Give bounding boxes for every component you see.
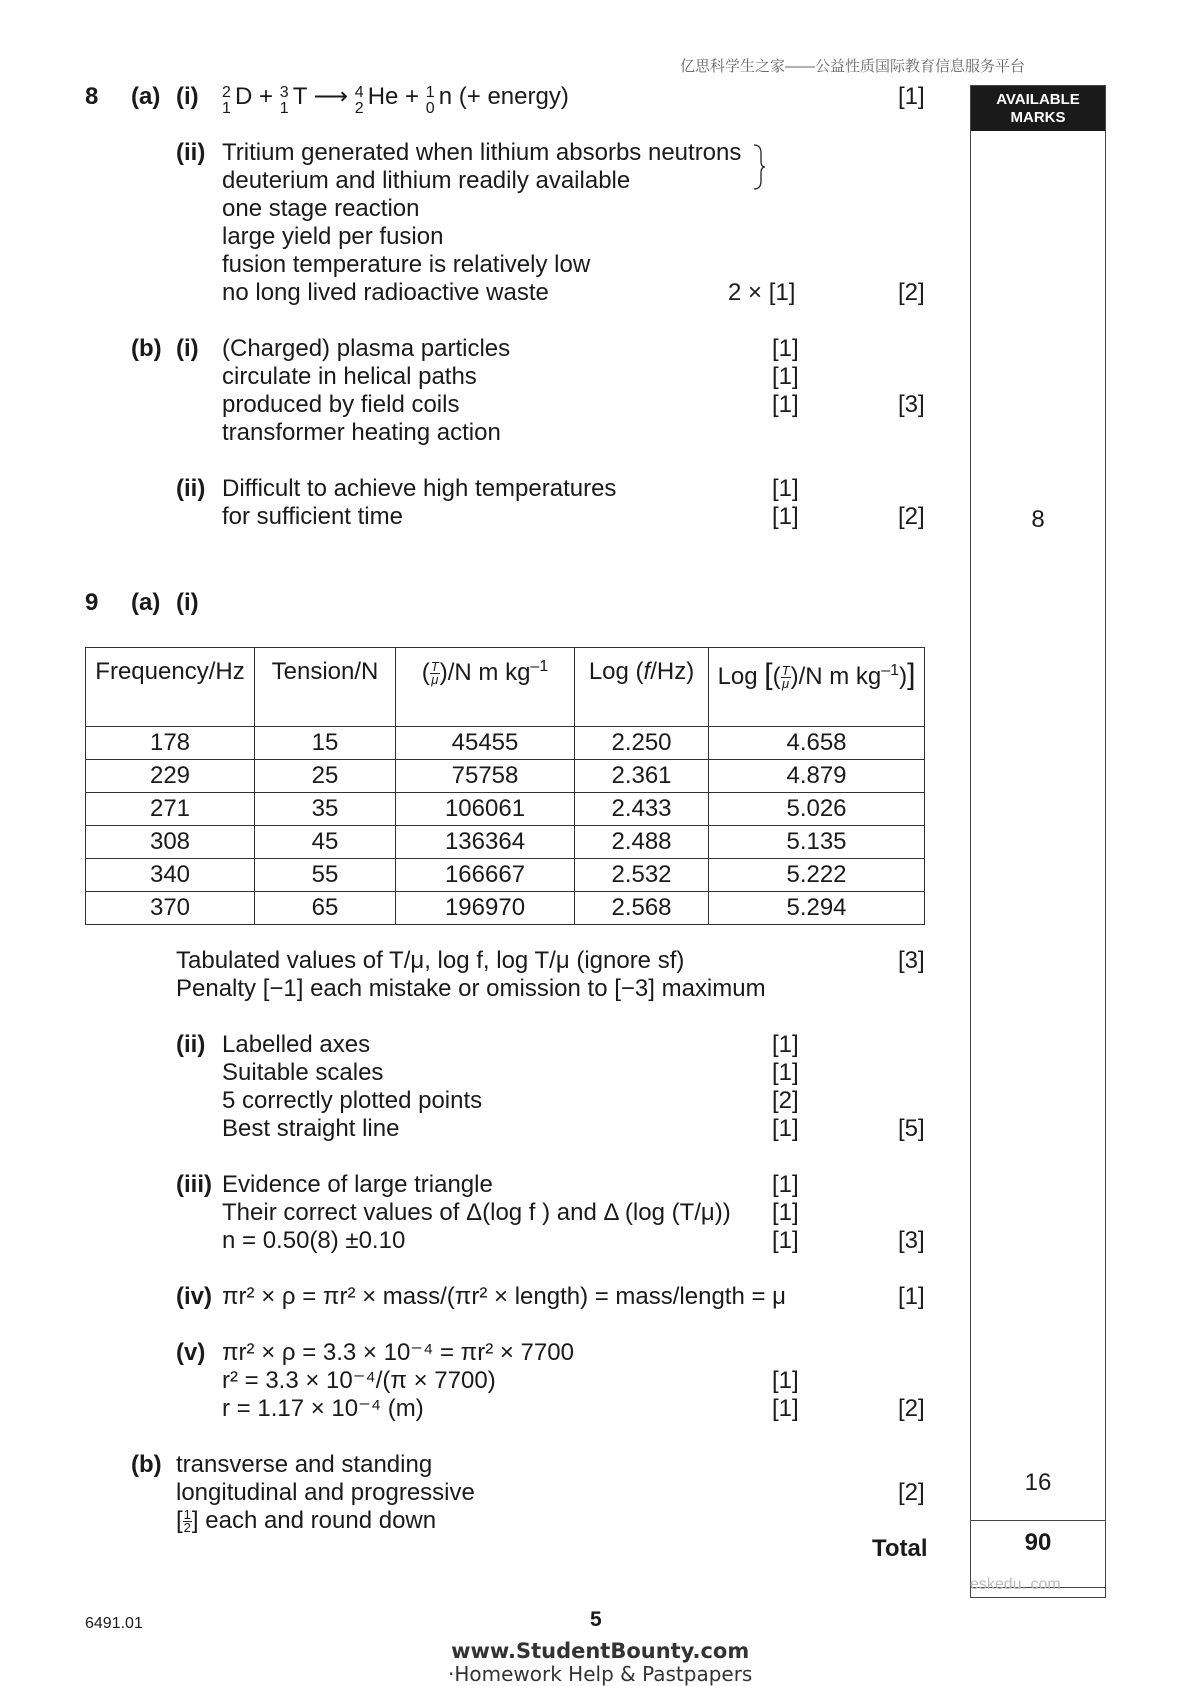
q9-a-v-line-2: r² = 3.3 × 10⁻⁴/(π × 7700) <box>222 1367 496 1394</box>
q9-a-iii-line-1: Evidence of large triangle <box>222 1171 493 1198</box>
neutron-z: 0 <box>425 100 435 117</box>
q8-b-ii-line-2: for sufficient time <box>222 503 403 530</box>
plus-sign: + <box>252 83 280 110</box>
table-row <box>86 826 925 859</box>
neutron-mass: 1 <box>425 84 435 101</box>
cell-tension: 35 <box>255 793 396 826</box>
q8-a-ii-line-5: fusion temperature is relatively low <box>222 251 591 278</box>
cell-log-f: 2.433 <box>575 793 709 826</box>
cell-log-t-over-mu: 5.135 <box>709 826 925 859</box>
cell-log-t-over-mu: 5.294 <box>709 892 925 925</box>
q9-a-ii-line-1: Labelled axes <box>222 1031 371 1058</box>
helium-mass: 4 <box>354 84 364 101</box>
q9-number: 9 <box>85 589 99 616</box>
brand-line-2: ·Homework Help & Pastpapers <box>448 1662 753 1686</box>
q9-b-line-3: [ $\frac{1}{2}$ ] each and round down <box>176 1507 437 1536</box>
q9-a-iii-line-2: Their correct values of Δ(log f ) and Δ (log (T/μ)) <box>222 1199 731 1226</box>
q8-b-ii-line-1: Difficult to achieve high temperatures <box>222 475 617 502</box>
cell-t-over-mu: 106061 <box>396 793 575 826</box>
cell-log-f: 2.488 <box>575 826 709 859</box>
cell-log-t-over-mu: 4.879 <box>709 760 925 793</box>
q9-part-b: (b) <box>131 1451 162 1478</box>
helium-z: 2 <box>354 100 364 117</box>
header-t-over-mu: ( $\frac{T}{\mu}$ )/N m $kg^{-1}$ <box>396 648 575 727</box>
q9-a-ii-mark: [5] <box>898 1115 925 1142</box>
q8-number: 8 <box>85 83 99 110</box>
table-header-row <box>86 648 925 727</box>
cell-frequency: 229 <box>86 760 255 793</box>
q8-a-ii-mark: [2] <box>898 279 925 306</box>
q9-a-iii-submark-2: [1] <box>772 1199 799 1226</box>
fusion-equation <box>222 83 569 117</box>
deuterium-symbol: D <box>235 83 253 110</box>
tritium-z: 1 <box>279 100 289 117</box>
header-watermark: 亿思科学生之家——公益性质国际教育信息服务平台 <box>680 58 1026 75</box>
table-row <box>86 859 925 892</box>
q8-part-a: (a) <box>131 83 161 110</box>
q9-b-line-1: transverse and standing <box>176 1451 433 1478</box>
q9-a-iii-submark-1: [1] <box>772 1171 799 1198</box>
q9-a-ii-line-3: 5 correctly plotted points <box>222 1087 483 1114</box>
q8-available-marks: 8 <box>1031 506 1045 533</box>
bottom-watermark: eskedu. com <box>970 1576 1061 1593</box>
q8-b-i-mark: [3] <box>898 391 925 418</box>
q8-b-i-submark-1: [1] <box>772 335 799 362</box>
cell-t-over-mu: 166667 <box>396 859 575 892</box>
q8-b-ii-label: (ii) <box>176 475 206 502</box>
q9-a-i-label: (i) <box>176 589 199 616</box>
q8-b-i-submark-2: [1] <box>772 363 799 390</box>
q9-available-marks: 16 <box>1024 1469 1052 1496</box>
page-number: 5 <box>590 1608 602 1631</box>
q9-a-ii-line-4: Best straight line <box>222 1115 400 1142</box>
q8-b-i-line-1: (Charged) plasma particles <box>222 335 511 362</box>
q9-a-iii-mark: [3] <box>898 1227 925 1254</box>
q9-a-ii-label: (ii) <box>176 1031 206 1058</box>
cell-log-f: 2.361 <box>575 760 709 793</box>
grand-total-marks: 90 <box>1024 1529 1052 1556</box>
cell-tension: 55 <box>255 859 396 892</box>
table-row <box>86 727 925 760</box>
q9-a-iii-submark-3: [1] <box>772 1227 799 1254</box>
cell-frequency: 271 <box>86 793 255 826</box>
brand-line-1: www.StudentBounty.com <box>451 1639 750 1663</box>
q8-b-i-line-4: transformer heating action <box>222 419 501 446</box>
cell-frequency: 340 <box>86 859 255 892</box>
cell-log-t-over-mu: 5.026 <box>709 793 925 826</box>
energy-term: (+ energy) <box>452 83 569 110</box>
available-marks-header-line2: MARKS <box>1010 109 1066 126</box>
q9-tabulated-mark: [3] <box>898 947 925 974</box>
q9-penalty-line: Penalty [−1] each mistake or omission to [−3] maximum <box>176 975 766 1002</box>
cell-tension: 45 <box>255 826 396 859</box>
paper-code: 6491.01 <box>85 1615 143 1632</box>
q8-a-i-mark: [1] <box>898 83 925 110</box>
header-log-t-over-mu: Log [( $\frac{T}{\mu}$ )/N m $kg^{-1}$)] <box>709 648 925 727</box>
header-log-f: Log (f/Hz) <box>575 648 709 727</box>
q9-a-v-submark-1: [1] <box>772 1367 799 1394</box>
neutron-symbol: n <box>438 83 453 110</box>
table-row <box>86 793 925 826</box>
q9-a-v-line-1: πr² × ρ = 3.3 × 10⁻⁴ = πr² × 7700 <box>222 1339 574 1366</box>
q8-a-ii-submark: 2 × [1] <box>728 279 796 306</box>
available-marks-header-line1: AVAILABLE <box>996 91 1080 108</box>
q9-a-iii-line-3: n = 0.50(8) ±0.10 <box>222 1227 406 1254</box>
header-frequency: Frequency/Hz <box>86 648 255 727</box>
q9-a-ii-submark-2: [1] <box>772 1059 799 1086</box>
q9-tabulated-line: Tabulated values of T/μ, log f, log T/μ (ignore sf) <box>176 947 685 974</box>
total-label: Total <box>872 1535 928 1562</box>
cell-frequency: 178 <box>86 727 255 760</box>
q9-a-v-mark: [2] <box>898 1395 925 1422</box>
q9-a-v-submark-2: [1] <box>772 1395 799 1422</box>
available-marks-column <box>970 85 1106 1598</box>
cell-log-f: 2.250 <box>575 727 709 760</box>
cell-log-t-over-mu: 5.222 <box>709 859 925 892</box>
q9-a-ii-submark-1: [1] <box>772 1031 799 1058</box>
brace-icon <box>752 143 766 191</box>
cell-t-over-mu: 75758 <box>396 760 575 793</box>
q9-part-a: (a) <box>131 589 161 616</box>
table-row <box>86 892 925 925</box>
q8-b-ii-mark: [2] <box>898 503 925 530</box>
q8-a-ii-line-3: one stage reaction <box>222 195 420 222</box>
q9-a-ii-submark-4: [1] <box>772 1115 799 1142</box>
q9-a-v-label: (v) <box>176 1339 206 1366</box>
q8-b-i-submark-3: [1] <box>772 391 799 418</box>
available-marks-header <box>971 86 1105 131</box>
q8-a-i-label: (i) <box>176 83 199 110</box>
deuterium-mass: 2 <box>222 84 231 101</box>
tritium-mass: 3 <box>279 84 289 101</box>
header-tension: Tension/N <box>255 648 396 727</box>
cell-t-over-mu: 136364 <box>396 826 575 859</box>
q8-a-ii-line-6: no long lived radioactive waste <box>222 279 549 306</box>
q9-a-iii-label: (iii) <box>176 1171 212 1198</box>
cell-t-over-mu: 196970 <box>396 892 575 925</box>
cell-log-f: 2.568 <box>575 892 709 925</box>
tritium-symbol: T <box>292 83 307 110</box>
q8-part-b: (b) <box>131 335 162 362</box>
cell-tension: 25 <box>255 760 396 793</box>
table-row <box>86 760 925 793</box>
q8-b-i-line-2: circulate in helical paths <box>222 363 477 390</box>
q8-a-ii-line-2: deuterium and lithium readily available <box>222 167 631 194</box>
q9-a-ii-submark-3: [2] <box>772 1087 799 1114</box>
cell-log-f: 2.532 <box>575 859 709 892</box>
q9-a-iv-mark: [1] <box>898 1283 925 1310</box>
q8-a-ii-line-4: large yield per fusion <box>222 223 444 250</box>
q9-a-iv-line: πr² × ρ = πr² × mass/(πr² × length) = mass/length = μ <box>222 1283 786 1310</box>
q8-b-ii-submark-2: [1] <box>772 503 799 530</box>
reaction-arrow: ⟶ <box>306 83 355 110</box>
helium-symbol: He <box>367 83 399 110</box>
cell-t-over-mu: 45455 <box>396 727 575 760</box>
deuterium-z: 1 <box>222 100 231 117</box>
plus-sign: + <box>398 83 426 110</box>
q8-a-ii-line-1: Tritium generated when lithium absorbs neutrons <box>222 139 742 166</box>
studentbounty-logo <box>448 1640 752 1686</box>
q9-a-v-line-3: r = 1.17 × 10⁻⁴ (m) <box>222 1395 424 1422</box>
cell-tension: 15 <box>255 727 396 760</box>
marks-total-divider <box>971 1520 1105 1521</box>
cell-log-t-over-mu: 4.658 <box>709 727 925 760</box>
q9-b-line-2: longitudinal and progressive <box>176 1479 475 1506</box>
q9-a-iv-label: (iv) <box>176 1283 212 1310</box>
cell-frequency: 370 <box>86 892 255 925</box>
cell-tension: 65 <box>255 892 396 925</box>
frequency-tension-table <box>85 647 925 925</box>
q8-b-ii-submark-1: [1] <box>772 475 799 502</box>
q8-b-i-line-3: produced by field coils <box>222 391 460 418</box>
q9-a-ii-line-2: Suitable scales <box>222 1059 384 1086</box>
cell-frequency: 308 <box>86 826 255 859</box>
q8-a-ii-label: (ii) <box>176 139 206 166</box>
q9-b-mark: [2] <box>898 1479 925 1506</box>
q8-b-i-label: (i) <box>176 335 199 362</box>
